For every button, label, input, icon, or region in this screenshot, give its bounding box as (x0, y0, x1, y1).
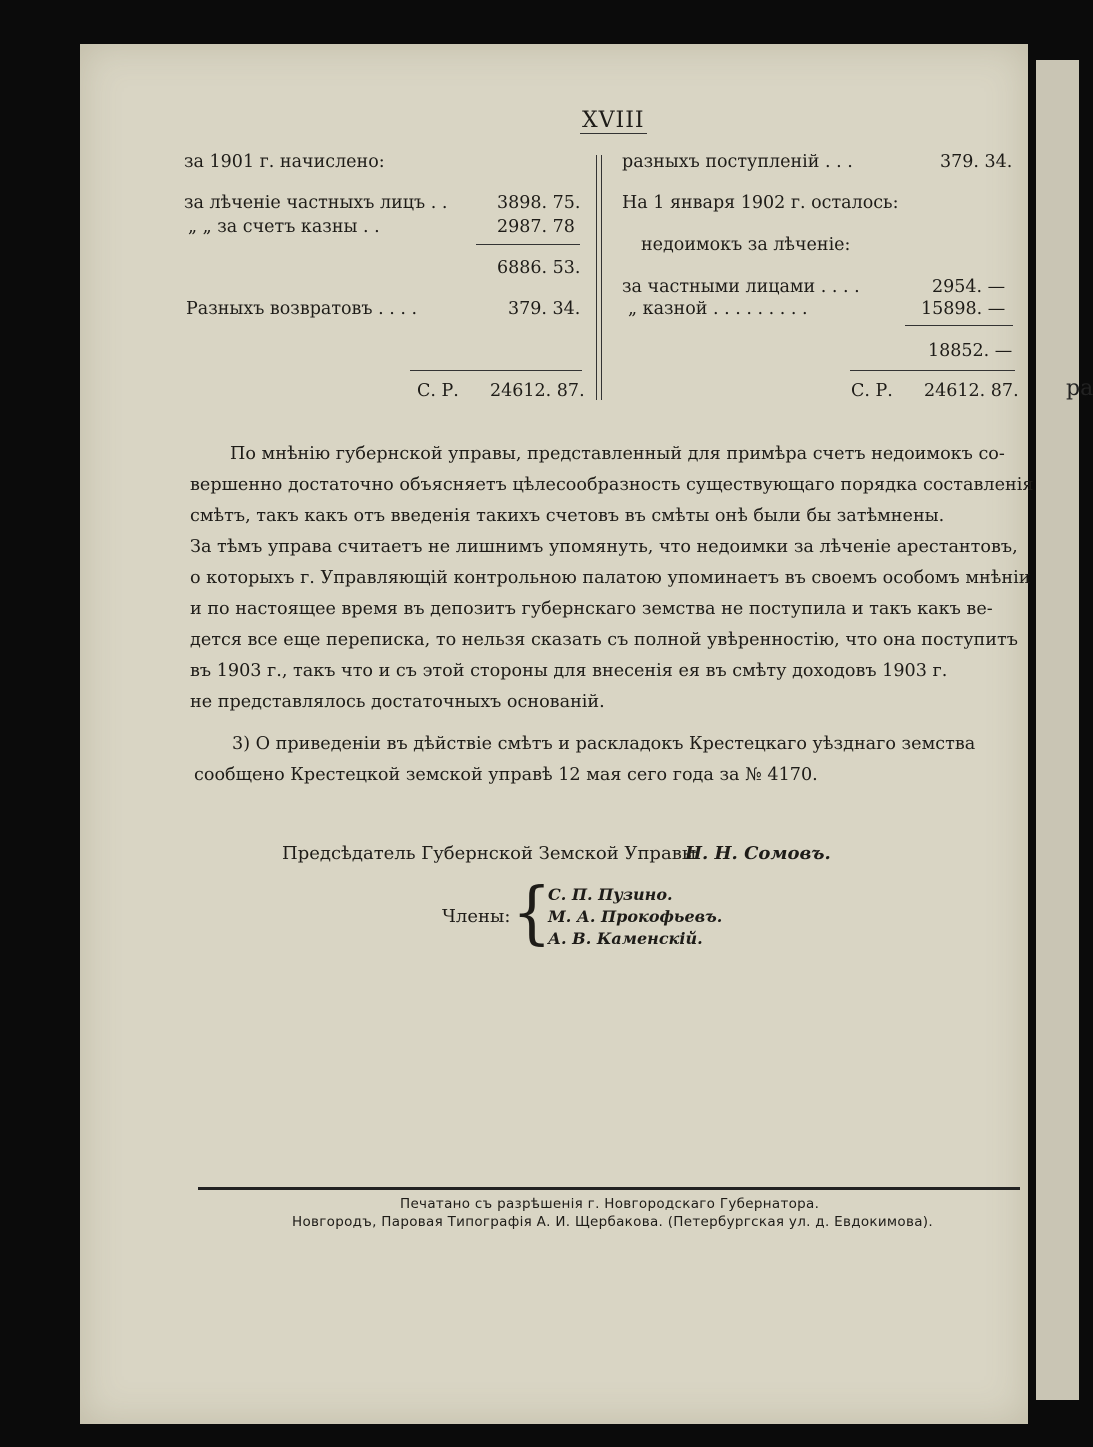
member-name: С. П. Пузино. (548, 885, 673, 904)
body-line: въ 1903 г., такъ что и съ этой стороны для внесенія ея въ смѣту доходовъ 1903 г. (190, 661, 948, 681)
brace-glyph: { (512, 872, 552, 953)
right-row-value: 2954. — (932, 277, 1006, 297)
left-returns-value: 379. 34. (508, 299, 581, 319)
column-divider (596, 155, 602, 400)
body-line: не представлялось достаточныхъ основаній. (190, 692, 605, 712)
right-row-value: 15898. — (921, 299, 1006, 319)
body-line: смѣтъ, такъ какъ отъ введенія такихъ счетовъ въ смѣты онѣ были бы затѣмнены. (190, 506, 945, 526)
total-rule (850, 370, 1015, 371)
member-name: М. А. Прокофьевъ. (548, 907, 723, 926)
footer-rule (198, 1187, 1020, 1190)
right-row-label: „ казной . . . . . . . . . (628, 299, 808, 319)
right-subtotal: 18852. — (928, 341, 1013, 361)
member-name: А. В. Каменскій. (548, 929, 703, 948)
left-returns-label: Разныхъ возвратовъ . . . . (186, 299, 418, 319)
body-line: За тѣмъ управа считаетъ не лишнимъ упомянуть, что недоимки за лѣченіе арестантовъ, (190, 537, 1018, 557)
left-row-value: 3898. 75. (497, 193, 581, 213)
chair-title: Предсѣдатель Губернской Земской Управы (282, 843, 697, 864)
right-row-label: разныхъ поступленій . . . (622, 152, 853, 172)
body-line: дется все еще переписка, то нельзя сказать съ полной увѣренностію, что она поступитъ (190, 630, 1018, 650)
adjacent-page-text: ра (1066, 376, 1093, 401)
right-total-value: 24612. 87. (924, 381, 1019, 401)
item-3-line: сообщено Крестецкой земской управѣ 12 мая сего года за № 4170. (194, 765, 818, 785)
body-line: о которыхъ г. Управляющій контрольною палатою упоминаетъ въ своемъ особомъ мнѣніи (190, 568, 1031, 588)
total-rule (410, 370, 582, 371)
page-folio: XVIII (582, 108, 645, 133)
left-row-value: 2987. 78 (497, 217, 575, 237)
left-row-label: „ „ за счетъ казны . . (188, 217, 380, 237)
subtotal-rule (476, 244, 580, 245)
right-row-label: за частными лицами . . . . (622, 277, 860, 297)
left-total-label: С. Р. (417, 381, 459, 401)
chair-name: Н. Н. Сомовъ. (685, 843, 831, 864)
adjacent-page-edge (1036, 60, 1093, 1400)
left-heading: за 1901 г. начислено: (184, 152, 385, 172)
body-line: и по настоящее время въ депозитъ губернскаго земства не поступила и такъ какъ ве- (190, 599, 993, 619)
item-3-line: 3) О приведеніи въ дѣйствіе смѣтъ и раскладокъ Крестецкаго уѣзднаго земства (232, 734, 976, 754)
imprint-line: Печатано съ разрѣшенія г. Новгородскаго Губернатора. (400, 1196, 820, 1212)
right-heading: На 1 января 1902 г. осталось: (622, 193, 899, 213)
right-sub-heading: недоимокъ за лѣченіе: (641, 235, 851, 255)
right-total-label: С. Р. (851, 381, 893, 401)
members-label: Члены: (442, 906, 511, 927)
left-subtotal: 6886. 53. (497, 258, 581, 278)
body-line: По мнѣнію губернской управы, представленный для примѣра счетъ недоимокъ со- (230, 444, 1005, 464)
body-line: вершенно достаточно объясняетъ цѣлесообразность существующаго порядка составленія (190, 475, 1034, 495)
subtotal-rule (905, 325, 1013, 326)
left-total-value: 24612. 87. (490, 381, 585, 401)
right-row-value: 379. 34. (940, 152, 1013, 172)
left-row-label: за лѣченіе частныхъ лицъ . . (184, 193, 448, 213)
printer-line: Новгородъ, Паровая Типографія А. И. Щербакова. (Петербургская ул. д. Евдокимова). (292, 1214, 933, 1230)
